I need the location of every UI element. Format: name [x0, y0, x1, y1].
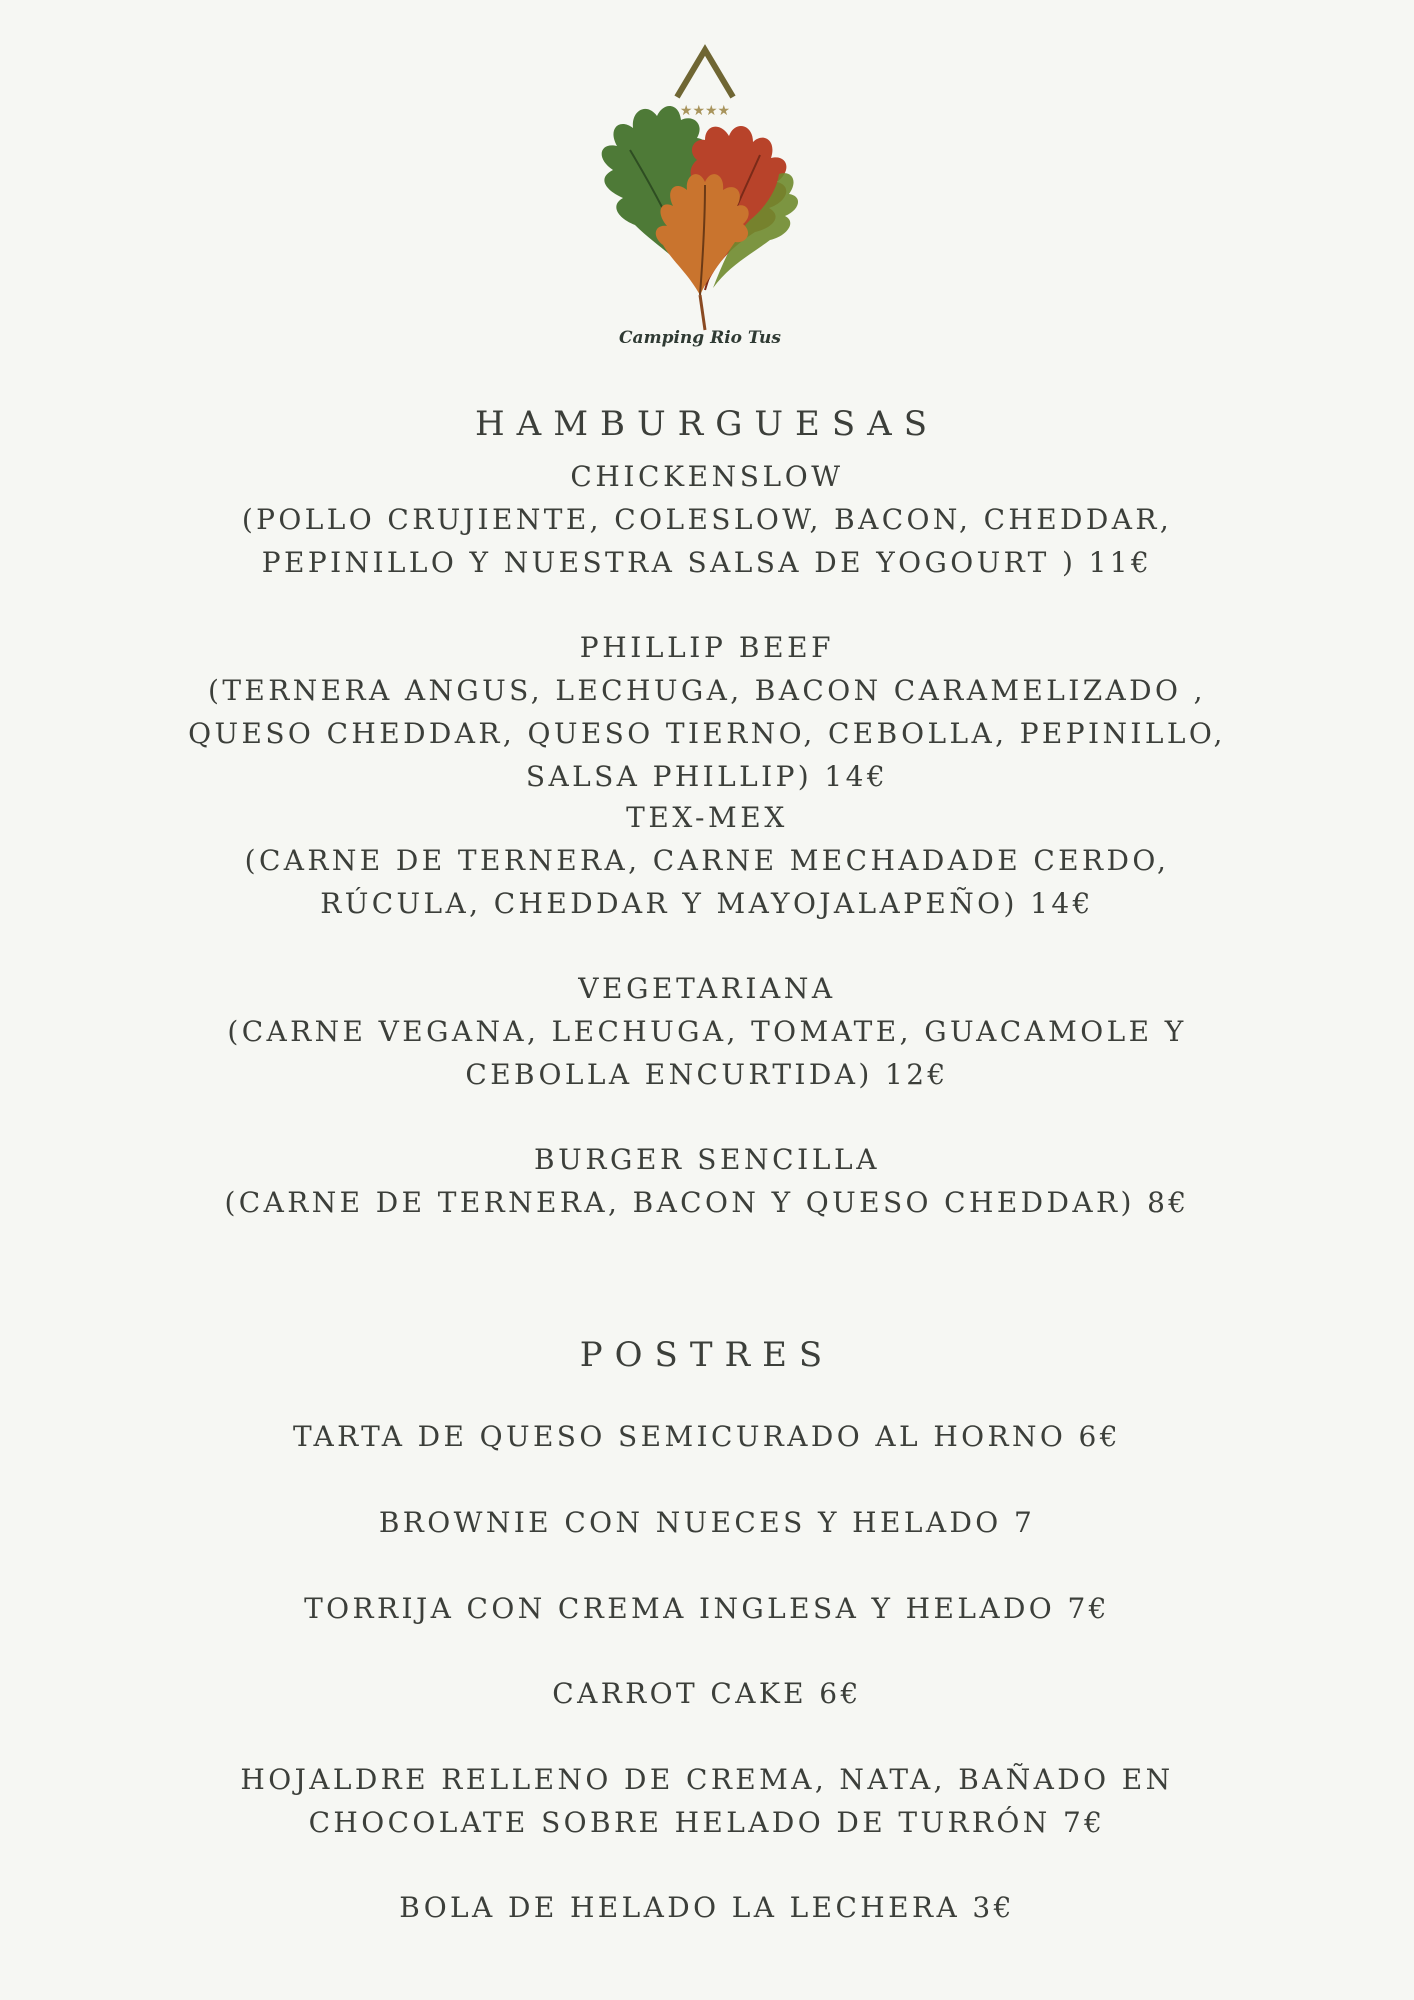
burger-name: CHICKENSLOW [570, 460, 844, 493]
burger-name: VEGETARIANA [578, 972, 836, 1005]
dessert-item: TARTA DE QUESO SEMICURADO AL HORNO 6€ [293, 1420, 1121, 1453]
burger-description-line: RÚCULA, CHEDDAR Y MAYOJALAPEÑO) 14€ [320, 887, 1094, 920]
camping-logo [555, 40, 845, 360]
burger-name: TEX-MEX [626, 801, 788, 834]
burger-description-line: (CARNE VEGANA, LECHUGA, TOMATE, GUACAMOLE Y [227, 1015, 1187, 1048]
logo-brand-text: Camping Rio Tus [619, 328, 781, 348]
burger-description-line: SALSA PHILLIP) 14€ [525, 760, 889, 793]
burger-description-line: CEBOLLA ENCURTIDA) 12€ [465, 1058, 949, 1091]
burger-description-line: (TERNERA ANGUS, LECHUGA, BACON CARAMELIZADO , [208, 674, 1206, 707]
burger-description-line: PEPINILLO Y NUESTRA SALSA DE YOGOURT ) 11€ [261, 546, 1153, 579]
dessert-item: BROWNIE CON NUECES Y HELADO 7 [378, 1506, 1036, 1539]
burger-description-line: QUESO CHEDDAR, QUESO TIERNO, CEBOLLA, PEPINILLO, [188, 717, 1226, 750]
dessert-item: CHOCOLATE SOBRE HELADO DE TURRÓN 7€ [308, 1806, 1106, 1839]
burger-description-line: (POLLO CRUJIENTE, COLESLOW, BACON, CHEDDAR, [241, 503, 1173, 536]
dessert-item: CARROT CAKE 6€ [552, 1677, 862, 1710]
burger-name: BURGER SENCILLA [533, 1143, 881, 1176]
stars-icon: ★★★★ [679, 103, 731, 119]
dessert-item: BOLA DE HELADO LA LECHERA 3€ [399, 1891, 1015, 1924]
section-title-postres: POSTRES [579, 1335, 835, 1375]
dessert-item: HOJALDRE RELLENO DE CREMA, NATA, BAÑADO EN [240, 1763, 1174, 1796]
section-title-hamburguesas: HAMBURGUESAS [474, 404, 940, 444]
leaves-logo-icon [555, 40, 845, 350]
burger-description-line: (CARNE DE TERNERA, BACON Y QUESO CHEDDAR) 8€ [224, 1186, 1190, 1219]
burger-name: PHILLIP BEEF [579, 631, 835, 664]
dessert-item: TORRIJA CON CREMA INGLESA Y HELADO 7€ [304, 1592, 1110, 1625]
burger-description-line: (CARNE DE TERNERA, CARNE MECHADADE CERDO, [244, 844, 1170, 877]
